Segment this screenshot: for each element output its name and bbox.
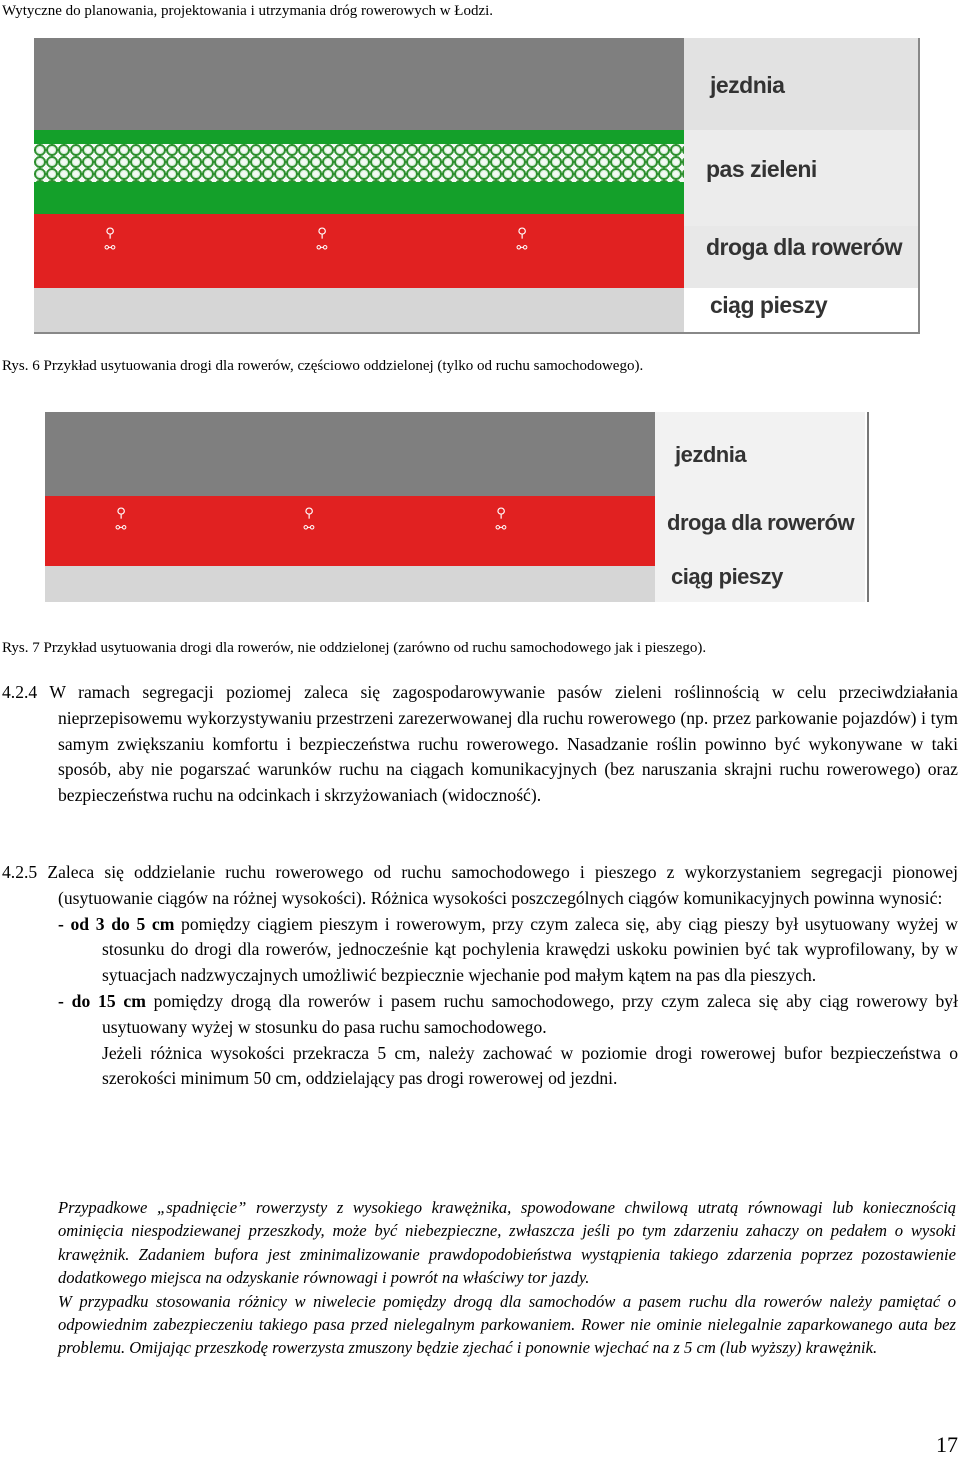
label-jezdnia: jezdnia [710, 72, 785, 98]
list-item-bold: - do 15 cm [58, 990, 146, 1011]
figure-rys7 [45, 412, 869, 602]
label-ciag-pieszy: ciąg pieszy [671, 564, 783, 589]
bike-symbol: ⚲ ⚯ [495, 506, 507, 536]
bike-symbol: ⚲ ⚯ [115, 506, 127, 536]
section-4-2-5 [2, 860, 958, 1092]
road-strip [34, 38, 684, 130]
bike-lane-strip [45, 496, 655, 566]
bike-symbol: ⚲ ⚯ [303, 506, 315, 536]
label-pas-zieleni: pas zieleni [706, 156, 817, 182]
label-droga-dla-rowerow: droga dla rowerów [706, 234, 902, 260]
label-droga-dla-rowerow: droga dla rowerów [667, 510, 855, 535]
paragraph [2, 860, 958, 912]
figure-caption: Rys. 7 Przykład usytuowania drogi dla rowerów, nie oddzielonej (zarówno od ruchu samochodowego jak i pieszego). [2, 640, 707, 656]
list-item-text: pomiędzy drogą dla rowerów i pasem ruchu samochodowego, przy czym zaleca się aby ciąg rowerowy był usytuowany wyżej w stosunku do pasa ruchu samochodowego. [102, 990, 958, 1037]
sidewalk-strip [34, 288, 684, 332]
figure-rys6 [34, 38, 920, 334]
note-paragraph: W przypadku stosowania różnicy w niwelecie pomiędzy drogą dla samochodów a pasem ruchu dla rowerów należy pamiętać o odpowiednim zabezpieczeniu takiego pasa przed nielegalnym parkowaniem. Rower nie ominie nielegalnie zaparkowanego auta bez problemu. Omijając przeszkodę rowerzysta zmuszony będzie zjechać i ponownie wjechać na z 5 cm (lub wyższy) krawężnik. [58, 1291, 956, 1358]
road-strip [45, 412, 655, 496]
bike-symbol: ⚲ ⚯ [316, 226, 328, 256]
bike-lane-strip [34, 214, 684, 288]
list-item-text: pomiędzy ciągiem pieszym i rowerowym, przy czym zaleca się, aby ciąg pieszy był usytuowany wyżej w stosunku do drogi dla rowerów, jednocześnie kąt pochylenia krawędzi uskoku powinien być tak wyprofilowany, by w sytuacjach nadzwyczajnych umożliwić bezpiecznie wjechanie pod małym kątem na pas dla pieszych. [102, 913, 958, 986]
section-4-2-4 [2, 680, 958, 809]
paragraph-text: W ramach segregacji poziomej zaleca się zagospodarowywanie pasów zieleni roślinnością w celu przeciwdziałania nieprzepisowemu wykorzystywaniu przestrzeni zarezerwowanej dla ruchu rowerowego (np. przez parkowanie pojazdów) i tym samym zwiększaniu komfortu i bezpieczeństwa ruchu rowerowego. Nasadzanie roślin powinno być wykonywane w taki sposób, aby nie pogarszać warunków ruchu na ciągach komunikacyjnych (bez naruszania skrajni ruchu rowerowego) oraz bezpieczeństwa ruchu na odcinkach i skrzyżowaniach (widoczność). [49, 682, 958, 806]
section-number: 4.2.4 [2, 682, 38, 702]
bike-symbol: ⚲ ⚯ [516, 226, 528, 256]
bike-symbol: ⚲ ⚯ [104, 226, 116, 256]
label-ciag-pieszy: ciąg pieszy [710, 292, 828, 318]
list-item-bold: - od 3 do 5 cm [58, 913, 175, 934]
sidewalk-strip [45, 566, 655, 602]
paragraph [2, 680, 958, 809]
hedge-pattern [34, 144, 684, 182]
label-jezdnia: jezdnia [675, 442, 747, 467]
note-paragraph: Przypadkowe „spadnięcie” rowerzysty z wysokiego krawężnika, spowodowane chwilową utratą równowagi lub koniecznością ominięcia niespodziewanej przeszkody, może być niebezpieczne, zwłaszcza jeśli po tym zdarzeniu zahaczy on pedałem o wysoki krawężnik. Zadaniem bufora jest zminimalizowanie prawdopodobieństwa wystąpienia takiego zdarzenia poprzez pozostawienie dodatkowego miejsca na odzyskanie równowagi i powrót na właściwy tor jazdy. [58, 1198, 956, 1288]
figure-caption: Rys. 6 Przykład usytuowania drogi dla rowerów, częściowo oddzielonej (tylko od ruchu samochodowego). [2, 358, 644, 374]
paragraph-text: Zaleca się oddzielanie ruchu rowerowego od ruchu samochodowego i pieszego z wykorzystaniem segregacji pionowej (usytuowanie ciągów na różnej wysokości). Różnica wysokości poszczególnych ciągów komunikacyjnych powinna wynosić: [47, 862, 958, 908]
list-item [2, 989, 958, 1041]
italic-note [58, 1196, 956, 1360]
page-number: 17 [936, 1432, 958, 1457]
list-item-continuation: Jeżeli różnica wysokości przekracza 5 cm, należy zachować w poziomie drogi rowerowej bufor bezpieczeństwa o szerokości minimum 50 cm, oddzielający pas drogi rowerowej od jezdni. [102, 1042, 958, 1089]
section-number: 4.2.5 [2, 862, 38, 882]
list-item [2, 912, 958, 989]
page-header: Wytyczne do planowania, projektowania i utrzymania dróg rowerowych w Łodzi. [2, 3, 494, 19]
